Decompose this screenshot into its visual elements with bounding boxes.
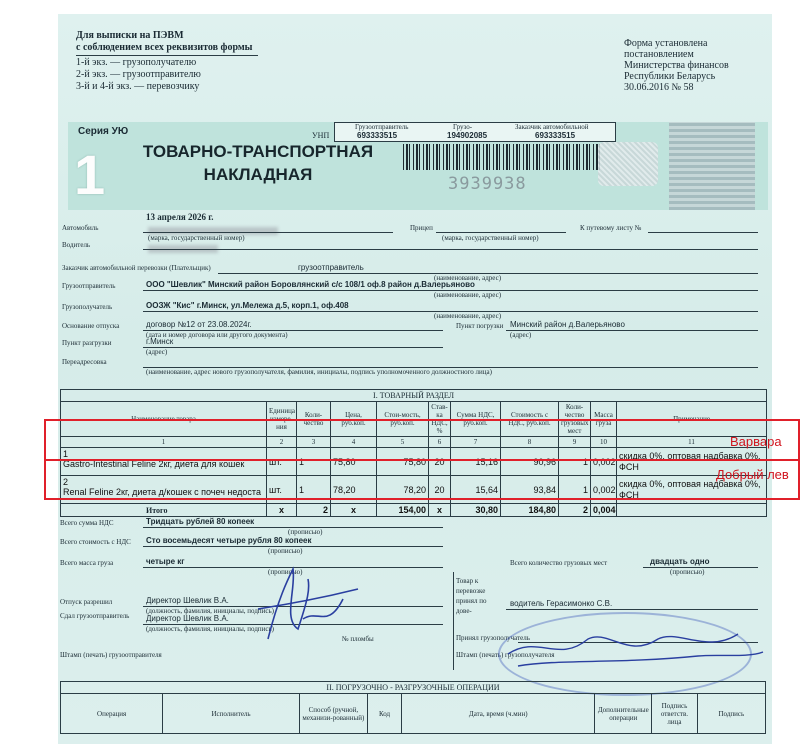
basis-value: договор №12 от 23.08.2024г. bbox=[146, 320, 252, 329]
mass-total-value: четыре кг bbox=[146, 557, 185, 566]
form-note-2: постановлением bbox=[624, 49, 694, 60]
goods-total: 90,96 bbox=[501, 448, 559, 476]
goods-price: 78,20 bbox=[331, 476, 377, 504]
goods-cost: 75,80 bbox=[377, 448, 429, 476]
goods-header-vat-sum: Сумма НДС, руб.коп. bbox=[451, 402, 501, 437]
total-price: х bbox=[331, 504, 377, 517]
barcode bbox=[403, 144, 603, 170]
cost-total-note: (прописью) bbox=[268, 547, 303, 555]
ops-header-datetime: Дата, время (ч.мин) bbox=[402, 694, 595, 734]
accepted-value: водитель Герасимонко С.В. bbox=[510, 599, 613, 608]
goods-places: 1 bbox=[559, 476, 591, 504]
col-num: 8 bbox=[501, 437, 559, 448]
goods-qty: 1 bbox=[297, 448, 331, 476]
document-title bbox=[133, 140, 383, 186]
received-label: Принял грузополучатель bbox=[456, 634, 530, 642]
goods-unit: шт. bbox=[267, 476, 297, 504]
readdress-note: (наименование, адрес нового грузополучателя, фамилия, инициалы, подпись уполномоченного должностного лица) bbox=[146, 368, 492, 376]
goods-header-cost: Стои-мость, руб.коп. bbox=[377, 402, 429, 437]
total-mass: 0,004 bbox=[591, 504, 617, 517]
total-cost: 154,00 bbox=[377, 504, 429, 517]
goods-header-places: Коли-чество грузовых мест bbox=[559, 402, 591, 437]
form-note-1: Форма установлена bbox=[624, 38, 708, 49]
goods-header-unit: Единица измере-ния bbox=[267, 402, 297, 437]
unp-header-2: Грузо- bbox=[453, 123, 473, 131]
auto-note: (марка, государственный номер) bbox=[148, 234, 245, 242]
consignee-note: (наименование, адрес) bbox=[434, 312, 502, 320]
goods-header-qty: Коли-чество bbox=[297, 402, 331, 437]
goods-header-price: Цена, руб.коп. bbox=[331, 402, 377, 437]
handed-value: Директор Шевлик В.А. bbox=[146, 614, 229, 623]
ops-header-op: Операция bbox=[61, 694, 163, 734]
goods-name: Gastro-Intestinal Feline 2кг, диета для кошек bbox=[63, 459, 245, 469]
vat-total-label: Всего сумма НДС bbox=[60, 519, 114, 527]
col-num: 11 bbox=[617, 437, 767, 448]
released-note: (должность, фамилия, инициалы, подпись) bbox=[146, 607, 275, 615]
goods-price: 75,80 bbox=[331, 448, 377, 476]
goods-note: скидка 0%, оптовая надбавка 0%, ФСН bbox=[617, 476, 767, 504]
col-num: 9 bbox=[559, 437, 591, 448]
total-qty: 2 bbox=[297, 504, 331, 517]
total-places: 2 bbox=[559, 504, 591, 517]
basis-note: (дата и номер договора или другого документа) bbox=[146, 331, 288, 339]
ops-section-title: II. ПОГРУЗОЧНО - РАЗГРУЗОЧНЫЕ ОПЕРАЦИИ bbox=[61, 682, 766, 694]
accepted-label: Товар к перевозке принял по дове- bbox=[456, 577, 487, 615]
released-value: Директор Шевлик В.А. bbox=[146, 596, 229, 605]
goods-note: скидка 0%, оптовая надбавка 0%, ФСН bbox=[617, 448, 767, 476]
ops-header-executor: Исполнитель bbox=[163, 694, 299, 734]
seals-label: № пломбы bbox=[342, 635, 374, 643]
annotation-box-row1 bbox=[44, 419, 800, 461]
waybill-document bbox=[58, 14, 772, 744]
unp-header-3: Заказчик автомобильной bbox=[515, 123, 589, 131]
annotation-box-row2 bbox=[44, 459, 800, 500]
loading-point-note: (адрес) bbox=[510, 331, 532, 339]
col-num: 3 bbox=[297, 437, 331, 448]
goods-cost: 78,20 bbox=[377, 476, 429, 504]
annotation-label-row1: Варвара bbox=[730, 434, 782, 449]
goods-total: 93,84 bbox=[501, 476, 559, 504]
places-total-note: (прописью) bbox=[670, 568, 705, 576]
col-num: 10 bbox=[591, 437, 617, 448]
annotation-label-row2: Добрый лев bbox=[716, 467, 789, 482]
copy-number: 1 bbox=[74, 143, 106, 206]
goods-qty: 1 bbox=[297, 476, 331, 504]
header-line-5: 3-й и 4-й экз. — перевозчику bbox=[76, 81, 200, 92]
goods-unit: шт. bbox=[267, 448, 297, 476]
col-num: 6 bbox=[429, 437, 451, 448]
operations-table bbox=[60, 681, 766, 734]
driver-label: Водитель bbox=[62, 241, 91, 249]
unp-value-1: 693333515 bbox=[357, 131, 398, 140]
unp-label: УНП bbox=[312, 131, 330, 140]
loading-point-label: Пункт погрузки bbox=[456, 322, 504, 330]
form-series: Серия УЮ bbox=[78, 126, 129, 137]
auto-label: Автомобиль bbox=[62, 224, 99, 232]
pricep-label: Прицеп bbox=[410, 224, 433, 232]
vat-total-value: Тридцать рублей 80 копеек bbox=[146, 517, 255, 526]
shipper-value: ООО "Шевлик" Минский район Боровлянский с/с 108/1 оф.8 район д.Валерьяново bbox=[146, 280, 475, 289]
stamp-shipper-label: Штамп (печать) грузоотправителя bbox=[60, 651, 162, 659]
header-line-3: 1-й экз. — грузополучателю bbox=[76, 57, 197, 68]
total-sum: 184,80 bbox=[501, 504, 559, 517]
goods-mass: 0,002 bbox=[591, 476, 617, 504]
stamp-consignee-label: Штамп (печать) грузополучателя bbox=[456, 651, 555, 659]
readdress-label: Переадресовка bbox=[62, 358, 107, 366]
goods-vat-sum: 15,64 bbox=[451, 476, 501, 504]
cost-total-value: Сто восемьдесят четыре рубля 80 копеек bbox=[146, 536, 312, 545]
total-label: Итого bbox=[61, 504, 267, 517]
col-num: 2 bbox=[267, 437, 297, 448]
goods-section-title: I. ТОВАРНЫЙ РАЗДЕЛ bbox=[61, 390, 767, 402]
goods-header-vat-rate: Став-ка НДС, % bbox=[429, 402, 451, 437]
goods-vat-rate: 20 bbox=[429, 476, 451, 504]
unloading-value: г.Минск bbox=[146, 337, 174, 346]
shipper-note: (наименование, адрес) bbox=[434, 291, 502, 299]
header-line-4: 2-й экз. — грузоотправителю bbox=[76, 69, 201, 80]
unp-header-1: Грузоотправитель bbox=[355, 123, 409, 131]
goods-vat-sum: 15,16 bbox=[451, 448, 501, 476]
goods-mass: 0,002 bbox=[591, 448, 617, 476]
cost-total-label: Всего стоимость с НДС bbox=[60, 538, 131, 546]
total-note-empty bbox=[617, 504, 767, 517]
customer-label: Заказчик автомобильной перевозки (Плательщик) bbox=[62, 264, 211, 272]
hologram bbox=[598, 142, 658, 186]
header-line-2: с соблюдением всех реквизитов формы bbox=[76, 42, 253, 53]
handed-note: (должность, фамилия, инициалы, подпись) bbox=[146, 625, 275, 633]
basis-label: Основание отпуска bbox=[62, 322, 120, 330]
pricep-note: (марка, государственный номер) bbox=[442, 234, 539, 242]
released-label: Отпуск разрешил bbox=[60, 598, 113, 606]
waybill-label: К путевому листу № bbox=[580, 224, 642, 232]
shipper-label: Грузоотправитель bbox=[62, 282, 116, 290]
security-stamp-image bbox=[669, 122, 755, 210]
ops-header-sign-resp: Подпись ответств. лица bbox=[652, 694, 697, 734]
form-note-5: 30.06.2016 № 58 bbox=[624, 82, 694, 93]
serial-number: 3939938 bbox=[448, 174, 527, 194]
col-num: 1 bbox=[61, 437, 267, 448]
unp-value-3: 693333515 bbox=[535, 131, 576, 140]
consignee-label: Грузополучатель bbox=[62, 303, 113, 311]
row-number: 1 bbox=[63, 449, 69, 459]
loading-point-value: Минский район д.Валерьяново bbox=[510, 320, 625, 329]
total-vat-sum: 30,80 bbox=[451, 504, 501, 517]
ops-header-method: Способ (ручной, механизи-рованный) bbox=[299, 694, 367, 734]
col-num: 5 bbox=[377, 437, 429, 448]
vat-total-note: (прописью) bbox=[288, 528, 323, 536]
form-note-4: Республики Беларусь bbox=[624, 71, 716, 82]
total-unit: х bbox=[267, 504, 297, 517]
mass-total-label: Всего масса груза bbox=[60, 559, 114, 567]
goods-vat-rate: 20 bbox=[429, 448, 451, 476]
places-total-label: Всего количество грузовых мест bbox=[510, 559, 608, 567]
title-line-2: НАКЛАДНАЯ bbox=[203, 165, 313, 184]
title-line-1: ТОВАРНО-ТРАНСПОРТНАЯ bbox=[142, 142, 374, 161]
total-vat-rate: х bbox=[429, 504, 451, 517]
handed-label: Сдал грузоотправитель bbox=[60, 612, 130, 620]
consignee-value: ООЗЖ "Кис" г.Минск, ул.Мележа д.5, корп.1, оф.408 bbox=[146, 301, 349, 310]
customer-note: (наименование, адрес) bbox=[434, 274, 502, 282]
mass-total-note: (прописью) bbox=[268, 568, 303, 576]
form-note-3: Министерства финансов bbox=[624, 60, 729, 71]
header-line-1: Для выписки на ПЭВМ bbox=[76, 30, 184, 41]
unp-value-2: 194902085 bbox=[447, 131, 488, 140]
unloading-note: (адрес) bbox=[146, 348, 168, 356]
customer-value: грузоотправитель bbox=[298, 263, 364, 272]
goods-header-total: Стоимость с НДС, руб.коп. bbox=[501, 402, 559, 437]
ops-header-code: Код bbox=[367, 694, 401, 734]
ops-header-sign: Подпись bbox=[697, 694, 765, 734]
row-number: 2 bbox=[63, 477, 69, 487]
col-num: 4 bbox=[331, 437, 377, 448]
ops-header-extra: Дополнительные операции bbox=[595, 694, 652, 734]
doc-date: 13 апреля 2026 г. bbox=[146, 212, 214, 222]
goods-places: 1 bbox=[559, 448, 591, 476]
unloading-label: Пункт разгрузки bbox=[62, 339, 112, 347]
goods-name: Renal Feline 2кг, диета д/кошек с почеч недоста bbox=[63, 487, 261, 497]
total-row bbox=[61, 504, 767, 517]
places-total-value: двадцать одно bbox=[650, 557, 710, 566]
unp-box bbox=[334, 122, 616, 142]
goods-header-note: Примечание bbox=[617, 402, 767, 437]
shipper-signature bbox=[248, 559, 368, 649]
goods-header-name: Наименование товара bbox=[61, 402, 267, 437]
consignee-signature bbox=[498, 614, 768, 674]
col-num: 7 bbox=[451, 437, 501, 448]
goods-header-mass: Масса груза bbox=[591, 402, 617, 437]
